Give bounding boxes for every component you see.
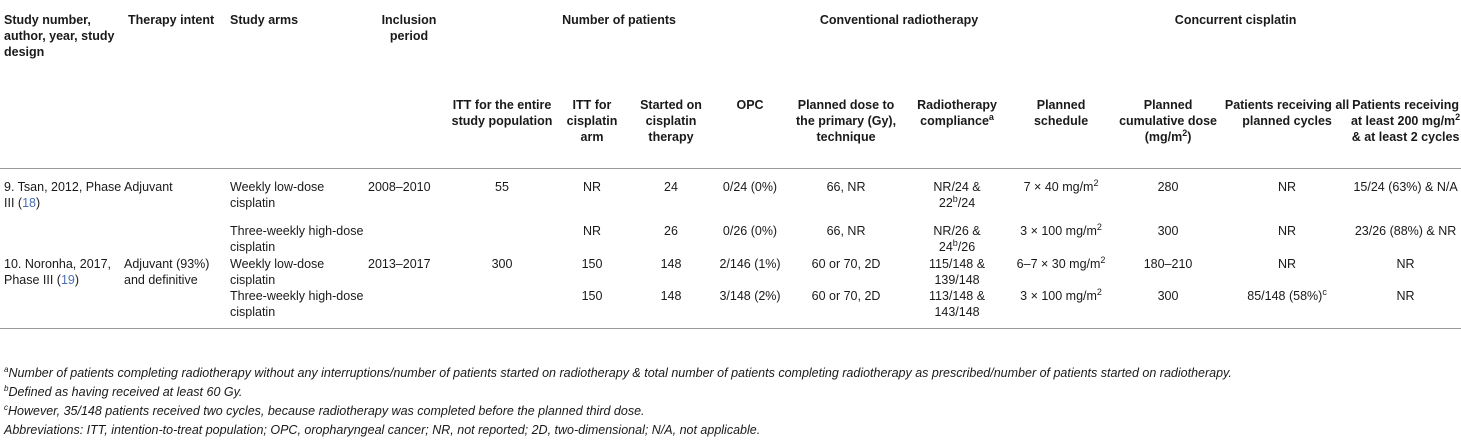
cell-itt-total: 55 <box>495 180 509 194</box>
cell-opc: 0/24 (0%) <box>722 180 778 194</box>
footnote-a-mark: a <box>4 364 9 374</box>
cell-intent: Adjuvant (93%) and definitive <box>124 257 210 287</box>
cell-cum: 280 <box>1157 180 1179 194</box>
cell-all-cycles: NR <box>1278 257 1297 271</box>
cell-opc: 0/26 (0%) <box>722 224 778 238</box>
abbreviations: Abbreviations: ITT, intention-to-treat population; OPC, oropharyngeal cancer; NR, not reported; 2D, two-dimensional; N/A, not applicable. <box>4 423 761 437</box>
all-cycles-text: 85/148 (58%) <box>1247 289 1323 303</box>
header-itt-cis: ITT for cisplatin arm <box>566 98 618 144</box>
header-cum-dose <box>1112 84 1224 169</box>
cell-arm: Weekly low-dose cisplatin <box>230 257 325 287</box>
footnote-b-text: Defined as having received at least 60 Gy. <box>8 385 243 399</box>
header-itt-total: ITT for the entire study population <box>451 98 553 128</box>
cell-compliance <box>904 256 1010 288</box>
cell-arm: Weekly low-dose cisplatin <box>230 180 325 210</box>
table-row <box>0 256 1461 288</box>
schedule-sup: 2 <box>1093 177 1099 188</box>
compliance-line-2: 139/148 <box>934 273 980 287</box>
compliance-line-1: NR/26 & <box>933 224 981 238</box>
cell-itt-cis: NR <box>582 180 602 194</box>
cell-started: 26 <box>664 224 678 238</box>
header-rt-compliance <box>904 84 1010 169</box>
schedule-sup: 2 <box>1096 286 1102 297</box>
header-arms: Study arms <box>230 13 299 27</box>
header-study: Study number, author, year, study design <box>4 13 115 59</box>
footnote-c <box>4 402 1454 421</box>
footnote-a-marker: a <box>988 111 994 122</box>
cell-schedule <box>1010 169 1112 224</box>
cell-arm: Three-weekly high-dose cisplatin <box>230 224 364 254</box>
cell-itt-cis: 150 <box>581 257 603 271</box>
cell-study <box>0 256 124 329</box>
cell-all-cycles: NR <box>1278 180 1297 194</box>
schedule-text: 6–7 × 30 mg/m <box>1016 257 1101 271</box>
cell-dose: 60 or 70, 2D <box>811 289 881 303</box>
footnote-c-text: However, 35/148 patients received two cycles, because radiotherapy was completed before the planned third dose. <box>8 404 645 418</box>
cell-schedule <box>1010 288 1112 329</box>
cell-started: 148 <box>660 289 682 303</box>
cell-arm: Three-weekly high-dose cisplatin <box>230 289 364 319</box>
compliance-line-1: NR/24 & <box>933 180 981 194</box>
compliance-line-2-end: /24 <box>957 196 976 210</box>
study-label-end: ) <box>35 196 41 210</box>
header-intent: Therapy intent <box>128 13 215 27</box>
header-all-cycles: Patients receiving all planned cycles <box>1224 98 1350 128</box>
footnote-b-marker: b <box>952 193 958 204</box>
study-label-end: ) <box>74 273 80 287</box>
schedule-text: 7 × 40 mg/m <box>1023 180 1094 194</box>
cell-dose: 66, NR <box>826 224 866 238</box>
table-row <box>0 169 1461 224</box>
cell-compliance <box>904 223 1010 256</box>
header-cis-group: Concurrent cisplatin <box>1174 13 1297 27</box>
schedule-sup: 2 <box>1096 221 1102 232</box>
header-period-text: Inclusion period <box>381 13 437 43</box>
header-cum-dose-sup: 2 <box>1182 127 1188 138</box>
cell-schedule <box>1010 223 1112 256</box>
cell-opc: 3/148 (2%) <box>719 289 781 303</box>
footnote-c-mark: c <box>4 402 8 412</box>
cell-itt-total: 300 <box>491 257 513 271</box>
cell-cum: 300 <box>1157 224 1179 238</box>
cell-at-least: NR <box>1396 289 1415 303</box>
cell-compliance <box>904 169 1010 224</box>
header-patients-group: Number of patients <box>562 13 676 27</box>
reference-link[interactable]: 19 <box>60 273 75 287</box>
header-started: Started on cisplatin therapy <box>640 98 702 144</box>
cell-compliance <box>904 288 1010 329</box>
cell-at-least: 23/26 (88%) & NR <box>1354 224 1457 238</box>
cell-at-least: NR <box>1396 257 1415 271</box>
study-label: 10. Noronha, 2017, Phase III ( <box>4 257 112 287</box>
cell-period: 2013–2017 <box>368 257 431 271</box>
header-at-least-end: & at least 2 cycles <box>1351 130 1460 144</box>
header-period <box>368 0 450 169</box>
schedule-text: 3 × 100 mg/m <box>1020 289 1097 303</box>
cell-period: 2008–2010 <box>368 180 431 194</box>
compliance-line-2: 22 <box>938 196 953 210</box>
cell-dose: 66, NR <box>826 180 866 194</box>
footnote-b-mark: b <box>4 383 9 393</box>
footnote-a <box>4 364 1454 383</box>
cell-itt-cis: NR <box>582 224 602 238</box>
cell-at-least: 15/24 (63%) & N/A <box>1353 180 1458 194</box>
footnote-a-text: Number of patients completing radiotherapy without any interruptions/number of patients started on radiotherapy & total number of patients completing radiotherapy as prescribed/number of patients started on radiotherapy. <box>8 366 1232 380</box>
table-footnotes <box>4 364 1454 440</box>
cell-all-cycles: NR <box>1278 224 1297 238</box>
reference-link[interactable]: 18 <box>22 196 36 210</box>
cell-itt-cis: 150 <box>581 289 603 303</box>
cell-all-cycles <box>1224 288 1350 329</box>
header-row-main <box>0 0 1461 84</box>
cell-dose: 60 or 70, 2D <box>811 257 881 271</box>
cell-cum: 180–210 <box>1143 257 1193 271</box>
header-schedule: Planned schedule <box>1033 98 1089 128</box>
cell-started: 24 <box>664 180 678 194</box>
compliance-line-2-end: /26 <box>957 240 976 254</box>
footnote-b <box>4 383 1454 402</box>
compliance-line-2: 143/148 <box>934 305 980 319</box>
header-cum-dose-text: Planned cumulative dose (mg/m <box>1119 98 1218 144</box>
header-at-least-sup: 2 <box>1455 111 1461 122</box>
schedule-sup: 2 <box>1100 254 1106 265</box>
header-cum-dose-end: ) <box>1187 130 1192 144</box>
compliance-line-1: 115/148 & <box>929 257 986 271</box>
header-at-least-text: Patients receiving at least 200 mg/m <box>1350 98 1460 128</box>
study-label: 9. Tsan, 2012, Phase III ( <box>4 180 122 210</box>
header-planned-dose: Planned dose to the primary (Gy), technique <box>796 98 897 144</box>
footnote-b-marker: b <box>952 237 958 248</box>
header-opc: OPC <box>736 98 764 112</box>
cell-opc: 2/146 (1%) <box>719 257 781 271</box>
footnote-c-marker: c <box>1322 286 1327 297</box>
header-at-least <box>1350 84 1461 169</box>
cell-study <box>0 169 124 257</box>
cell-schedule <box>1010 256 1112 288</box>
header-rt-compliance-text: Radiotherapy compliance <box>917 98 997 128</box>
cell-intent: Adjuvant <box>124 180 173 194</box>
schedule-text: 3 × 100 mg/m <box>1020 224 1097 238</box>
compliance-line-1: 113/148 & <box>929 289 986 303</box>
header-rt-group: Conventional radiotherapy <box>819 13 979 27</box>
compliance-line-2: 24 <box>938 240 953 254</box>
cell-started: 148 <box>660 257 682 271</box>
cell-cum: 300 <box>1157 289 1179 303</box>
